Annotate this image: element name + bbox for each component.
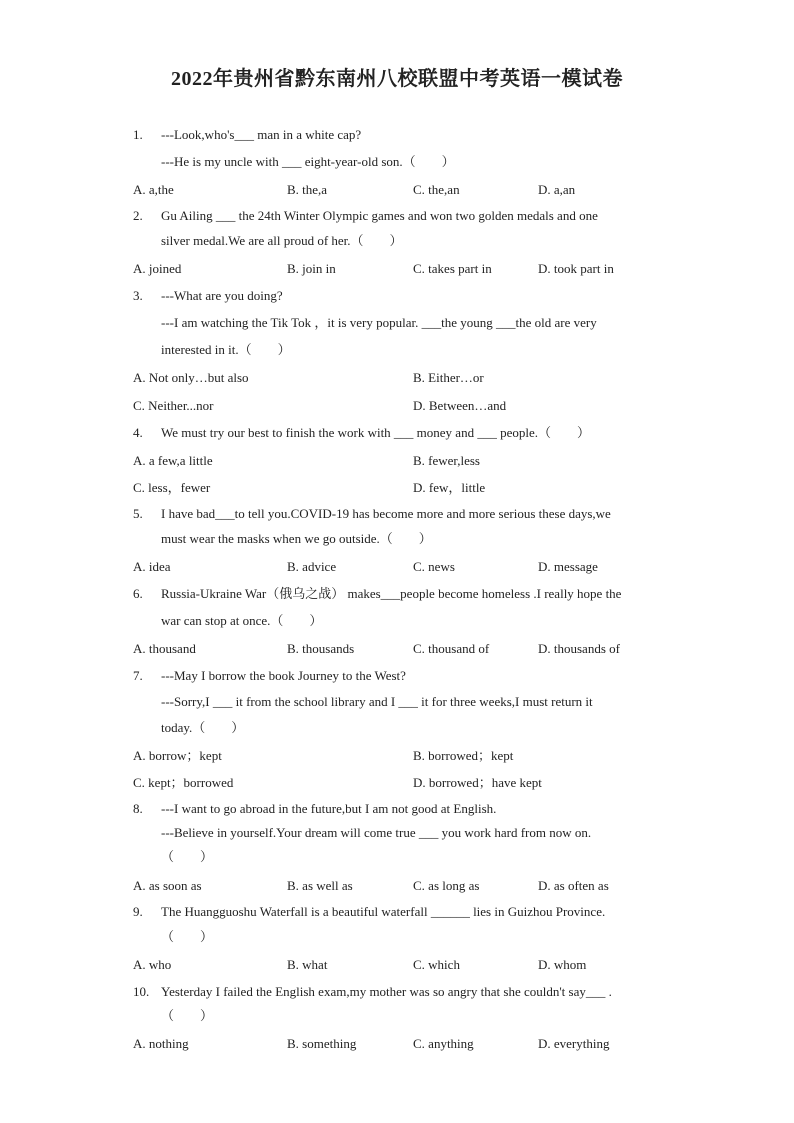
question-number: 9.	[133, 904, 143, 919]
question-text: We must try our best to finish the work with ___ money and ___ people.（ ）	[161, 425, 590, 440]
option-d[interactable]: D. message	[538, 559, 598, 574]
question-text: ---Sorry,I ___ it from the school library and I ___ it for three weeks,I must return it	[161, 694, 593, 709]
option-c[interactable]: C. the,an	[413, 182, 460, 197]
option-b[interactable]: B. fewer,less	[413, 453, 480, 468]
option-c[interactable]: C. kept；borrowed	[133, 775, 234, 790]
option-b[interactable]: B. something	[287, 1036, 357, 1051]
question-number: 10.	[133, 984, 150, 999]
question-text: Yesterday I failed the English exam,my mother was so angry that she couldn't say___ .	[161, 984, 612, 999]
option-d[interactable]: D. took part in	[538, 261, 614, 276]
option-a[interactable]: A. who	[133, 957, 172, 972]
option-c[interactable]: C. less，fewer	[133, 480, 211, 495]
option-d[interactable]: D. everything	[538, 1036, 610, 1051]
question-number: 2.	[133, 208, 143, 223]
option-a[interactable]: A. a few,a little	[133, 453, 213, 468]
question-text: ---What are you doing?	[161, 288, 283, 303]
option-d[interactable]: D. borrowed；have kept	[413, 775, 542, 790]
question-text: today.（ ）	[161, 720, 245, 735]
option-b[interactable]: B. what	[287, 957, 328, 972]
option-a[interactable]: A. as soon as	[133, 878, 202, 893]
question-text: ---He is my uncle with ___ eight-year-old son.（ ）	[161, 154, 455, 169]
option-b[interactable]: B. join in	[287, 261, 336, 276]
option-b[interactable]: B. Either…or	[413, 370, 484, 385]
option-d[interactable]: D. a,an	[538, 182, 576, 197]
question-text: ---I want to go abroad in the future,but I am not good at English.	[161, 801, 497, 816]
question-text: （ ）	[161, 849, 214, 864]
option-b[interactable]: B. thousands	[287, 641, 355, 656]
option-c[interactable]: C. takes part in	[413, 261, 492, 276]
question-text: silver medal.We are all proud of her.（ ）	[161, 233, 403, 248]
option-c[interactable]: C. anything	[413, 1036, 474, 1051]
page-title: 2022年贵州省黔东南州八校联盟中考英语一模试卷	[171, 68, 623, 90]
option-d[interactable]: D. few，little	[413, 480, 486, 495]
question-number: 4.	[133, 425, 143, 440]
option-a[interactable]: A. borrow；kept	[133, 748, 222, 763]
option-a[interactable]: A. idea	[133, 559, 171, 574]
option-a[interactable]: A. Not only…but also	[133, 370, 249, 385]
option-b[interactable]: B. the,a	[287, 182, 328, 197]
question-number: 8.	[133, 801, 143, 816]
question-text: war can stop at once.（ ）	[161, 613, 323, 628]
option-a[interactable]: A. a,the	[133, 182, 174, 197]
question-text: （ ）	[161, 929, 214, 944]
option-b[interactable]: B. as well as	[287, 878, 353, 893]
option-d[interactable]: D. whom	[538, 957, 587, 972]
question-text: Russia-Ukraine War（俄乌之战） makes___people become homeless .I really hope the	[161, 586, 622, 601]
question-text: ---Look,who's___ man in a white cap?	[161, 127, 362, 142]
option-b[interactable]: B. borrowed；kept	[413, 748, 514, 763]
option-c[interactable]: C. thousand of	[413, 641, 490, 656]
question-text: I have bad___to tell you.COVID-19 has become more and more serious these days,we	[161, 506, 611, 521]
option-d[interactable]: D. Between…and	[413, 398, 507, 413]
question-number: 3.	[133, 288, 143, 303]
option-c[interactable]: C. news	[413, 559, 455, 574]
option-c[interactable]: C. Neither...nor	[133, 398, 214, 413]
option-a[interactable]: A. joined	[133, 261, 182, 276]
option-c[interactable]: C. which	[413, 957, 460, 972]
option-a[interactable]: A. nothing	[133, 1036, 189, 1051]
question-number: 5.	[133, 506, 143, 521]
question-text: must wear the masks when we go outside.（ ）	[161, 531, 432, 546]
question-text: ---May I borrow the book Journey to the West?	[161, 668, 406, 683]
option-b[interactable]: B. advice	[287, 559, 337, 574]
question-text: ---I am watching the Tik Tok ，it is very popular. ___the young ___the old are very	[161, 315, 597, 330]
option-d[interactable]: D. as often as	[538, 878, 609, 893]
question-number: 7.	[133, 668, 143, 683]
question-number: 6.	[133, 586, 143, 601]
question-text: The Huangguoshu Waterfall is a beautiful waterfall ______ lies in Guizhou Province.	[161, 904, 606, 919]
question-text: ---Believe in yourself.Your dream will come true ___ you work hard from now on.	[161, 825, 592, 840]
question-number: 1.	[133, 127, 143, 142]
option-d[interactable]: D. thousands of	[538, 641, 620, 656]
question-text: （ ）	[161, 1008, 214, 1023]
option-a[interactable]: A. thousand	[133, 641, 196, 656]
question-text: interested in it.（ ）	[161, 342, 291, 357]
question-text: Gu Ailing ___ the 24th Winter Olympic games and won two golden medals and one	[161, 208, 598, 223]
option-c[interactable]: C. as long as	[413, 878, 480, 893]
